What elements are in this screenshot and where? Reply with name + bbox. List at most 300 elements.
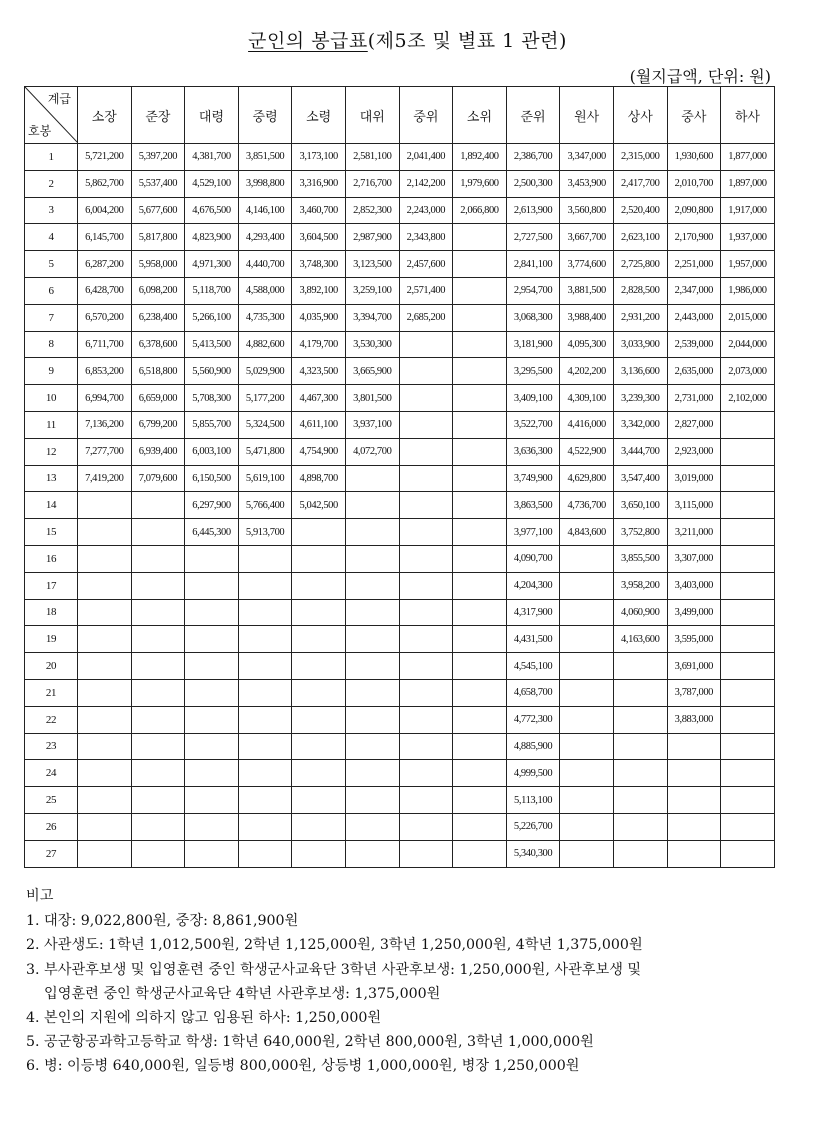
pay-cell bbox=[453, 626, 507, 653]
pay-cell bbox=[721, 599, 775, 626]
pay-cell bbox=[78, 733, 132, 760]
pay-cell: 6,004,200 bbox=[78, 197, 132, 224]
pay-cell bbox=[560, 813, 614, 840]
remarks-title: 비고 bbox=[26, 888, 54, 904]
grade-cell: 10 bbox=[25, 385, 78, 412]
table-row bbox=[25, 492, 775, 519]
pay-cell: 5,560,900 bbox=[185, 358, 239, 385]
pay-cell bbox=[613, 706, 667, 733]
pay-cell: 2,386,700 bbox=[506, 144, 560, 171]
grade-cell: 13 bbox=[25, 465, 78, 492]
pay-cell: 2,852,300 bbox=[345, 197, 399, 224]
pay-cell bbox=[721, 679, 775, 706]
pay-cell: 3,748,300 bbox=[292, 251, 346, 278]
pay-cell bbox=[453, 358, 507, 385]
pay-cell bbox=[399, 385, 453, 412]
pay-cell: 4,467,300 bbox=[292, 385, 346, 412]
pay-cell: 5,619,100 bbox=[238, 465, 292, 492]
pay-cell bbox=[399, 653, 453, 680]
pay-cell: 2,315,000 bbox=[613, 144, 667, 171]
pay-cell: 2,623,100 bbox=[613, 224, 667, 251]
pay-cell bbox=[185, 840, 239, 867]
table-row bbox=[25, 760, 775, 787]
pay-cell: 4,204,300 bbox=[506, 572, 560, 599]
pay-cell: 5,913,700 bbox=[238, 519, 292, 546]
pay-cell bbox=[185, 626, 239, 653]
pay-cell bbox=[185, 733, 239, 760]
pay-cell bbox=[613, 787, 667, 814]
grade-cell: 4 bbox=[25, 224, 78, 251]
pay-cell bbox=[345, 626, 399, 653]
pay-cell: 4,381,700 bbox=[185, 144, 239, 171]
pay-cell: 3,749,900 bbox=[506, 465, 560, 492]
table-row bbox=[25, 706, 775, 733]
pay-cell bbox=[560, 572, 614, 599]
pay-cell: 3,347,000 bbox=[560, 144, 614, 171]
grade-cell: 16 bbox=[25, 545, 78, 572]
pay-cell bbox=[238, 626, 292, 653]
pay-cell: 4,146,100 bbox=[238, 197, 292, 224]
pay-cell: 3,855,500 bbox=[613, 545, 667, 572]
pay-cell bbox=[399, 706, 453, 733]
grade-cell: 11 bbox=[25, 411, 78, 438]
pay-cell bbox=[560, 760, 614, 787]
pay-cell bbox=[345, 840, 399, 867]
pay-cell: 3,752,800 bbox=[613, 519, 667, 546]
pay-cell: 4,611,100 bbox=[292, 411, 346, 438]
table-row bbox=[25, 733, 775, 760]
pay-cell: 4,440,700 bbox=[238, 251, 292, 278]
pay-cell: 5,537,400 bbox=[131, 170, 185, 197]
pay-cell bbox=[613, 733, 667, 760]
pay-cell bbox=[185, 787, 239, 814]
pay-cell: 4,898,700 bbox=[292, 465, 346, 492]
pay-cell: 3,019,000 bbox=[667, 465, 721, 492]
pay-cell bbox=[292, 760, 346, 787]
pay-cell bbox=[78, 572, 132, 599]
grade-cell: 15 bbox=[25, 519, 78, 546]
pay-cell: 2,954,700 bbox=[506, 277, 560, 304]
pay-cell: 6,428,700 bbox=[78, 277, 132, 304]
pay-cell: 4,179,700 bbox=[292, 331, 346, 358]
table-row bbox=[25, 599, 775, 626]
pay-cell bbox=[453, 438, 507, 465]
pay-cell: 3,547,400 bbox=[613, 465, 667, 492]
pay-table bbox=[24, 86, 775, 868]
table-row bbox=[25, 679, 775, 706]
pay-cell: 4,060,900 bbox=[613, 599, 667, 626]
pay-cell bbox=[560, 679, 614, 706]
pay-cell: 2,539,000 bbox=[667, 331, 721, 358]
pay-cell bbox=[238, 545, 292, 572]
corner-grade-label: 호봉 bbox=[28, 124, 52, 138]
pay-cell: 1,979,600 bbox=[453, 170, 507, 197]
pay-cell: 3,530,300 bbox=[345, 331, 399, 358]
pay-cell: 6,799,200 bbox=[131, 411, 185, 438]
pay-cell bbox=[78, 653, 132, 680]
pay-cell: 3,691,000 bbox=[667, 653, 721, 680]
pay-cell: 3,774,600 bbox=[560, 251, 614, 278]
pay-cell bbox=[345, 572, 399, 599]
pay-cell: 5,113,100 bbox=[506, 787, 560, 814]
pay-cell: 1,957,000 bbox=[721, 251, 775, 278]
pay-cell bbox=[721, 787, 775, 814]
pay-cell: 6,570,200 bbox=[78, 304, 132, 331]
table-row bbox=[25, 653, 775, 680]
pay-cell: 3,595,000 bbox=[667, 626, 721, 653]
pay-cell bbox=[238, 840, 292, 867]
pay-cell bbox=[613, 760, 667, 787]
pay-cell: 3,667,700 bbox=[560, 224, 614, 251]
remark-item: 6. 병: 이등병 640,000원, 일등병 800,000원, 상등병 1,000,000원, 병장 1,250,000원 bbox=[26, 1058, 580, 1075]
pay-cell: 3,892,100 bbox=[292, 277, 346, 304]
pay-cell bbox=[292, 787, 346, 814]
pay-cell: 2,142,200 bbox=[399, 170, 453, 197]
pay-cell bbox=[453, 840, 507, 867]
title-main: 군인의 봉급표 bbox=[248, 30, 368, 52]
pay-cell bbox=[613, 813, 667, 840]
pay-cell: 2,635,000 bbox=[667, 358, 721, 385]
remark-item: 4. 본인의 지원에 의하지 않고 임용된 하사: 1,250,000원 bbox=[26, 1010, 382, 1027]
pay-cell bbox=[131, 733, 185, 760]
pay-cell bbox=[453, 519, 507, 546]
pay-cell: 6,939,400 bbox=[131, 438, 185, 465]
pay-cell bbox=[238, 679, 292, 706]
pay-cell: 3,173,100 bbox=[292, 144, 346, 171]
pay-cell: 7,136,200 bbox=[78, 411, 132, 438]
pay-cell bbox=[399, 599, 453, 626]
pay-cell bbox=[78, 626, 132, 653]
pay-cell bbox=[560, 599, 614, 626]
pay-cell: 2,041,400 bbox=[399, 144, 453, 171]
pay-cell bbox=[399, 572, 453, 599]
grade-cell: 7 bbox=[25, 304, 78, 331]
remark-item: 5. 공군항공과학고등학교 학생: 1학년 640,000원, 2학년 800,000원, 3학년 1,000,000원 bbox=[26, 1034, 594, 1051]
pay-cell bbox=[185, 545, 239, 572]
pay-cell: 7,419,200 bbox=[78, 465, 132, 492]
pay-cell: 3,444,700 bbox=[613, 438, 667, 465]
pay-cell bbox=[238, 787, 292, 814]
pay-cell: 6,378,600 bbox=[131, 331, 185, 358]
pay-cell bbox=[667, 760, 721, 787]
pay-cell: 3,239,300 bbox=[613, 385, 667, 412]
pay-cell bbox=[667, 733, 721, 760]
pay-cell bbox=[131, 626, 185, 653]
pay-cell: 2,073,000 bbox=[721, 358, 775, 385]
table-row bbox=[25, 170, 775, 197]
pay-cell bbox=[453, 492, 507, 519]
pay-cell: 4,772,300 bbox=[506, 706, 560, 733]
rank-header-cell: 중위 bbox=[399, 87, 453, 144]
unit-note: (월지급액, 단위: 원) bbox=[629, 67, 771, 86]
pay-cell: 4,529,100 bbox=[185, 170, 239, 197]
pay-cell: 2,931,200 bbox=[613, 304, 667, 331]
page-title bbox=[0, 26, 815, 53]
pay-cell: 6,287,200 bbox=[78, 251, 132, 278]
pay-cell: 2,828,500 bbox=[613, 277, 667, 304]
pay-cell bbox=[131, 787, 185, 814]
pay-cell: 4,823,900 bbox=[185, 224, 239, 251]
pay-cell bbox=[453, 599, 507, 626]
grade-cell: 9 bbox=[25, 358, 78, 385]
pay-cell: 2,102,000 bbox=[721, 385, 775, 412]
pay-cell: 2,581,100 bbox=[345, 144, 399, 171]
table-row bbox=[25, 358, 775, 385]
pay-cell: 3,560,800 bbox=[560, 197, 614, 224]
pay-cell: 3,881,500 bbox=[560, 277, 614, 304]
pay-cell: 2,015,000 bbox=[721, 304, 775, 331]
pay-cell: 2,841,100 bbox=[506, 251, 560, 278]
pay-cell: 4,090,700 bbox=[506, 545, 560, 572]
rank-header-cell: 중령 bbox=[238, 87, 292, 144]
remark-item: 2. 사관생도: 1학년 1,012,500원, 2학년 1,125,000원, 3학년 1,250,000원, 4학년 1,375,000원 bbox=[26, 937, 643, 954]
grade-cell: 24 bbox=[25, 760, 78, 787]
pay-cell: 4,035,900 bbox=[292, 304, 346, 331]
pay-cell: 6,145,700 bbox=[78, 224, 132, 251]
pay-cell: 3,650,100 bbox=[613, 492, 667, 519]
grade-cell: 27 bbox=[25, 840, 78, 867]
pay-cell: 3,033,900 bbox=[613, 331, 667, 358]
pay-cell bbox=[399, 840, 453, 867]
pay-cell bbox=[78, 679, 132, 706]
pay-cell bbox=[453, 465, 507, 492]
rank-header-cell: 원사 bbox=[560, 87, 614, 144]
pay-cell: 5,855,700 bbox=[185, 411, 239, 438]
pay-cell: 2,685,200 bbox=[399, 304, 453, 331]
pay-cell: 3,522,700 bbox=[506, 411, 560, 438]
pay-cell bbox=[399, 465, 453, 492]
pay-cell: 2,170,900 bbox=[667, 224, 721, 251]
pay-cell: 4,545,100 bbox=[506, 653, 560, 680]
pay-cell bbox=[185, 679, 239, 706]
pay-cell bbox=[399, 760, 453, 787]
pay-cell: 5,324,500 bbox=[238, 411, 292, 438]
table-row bbox=[25, 465, 775, 492]
pay-cell: 2,727,500 bbox=[506, 224, 560, 251]
pay-cell: 6,003,100 bbox=[185, 438, 239, 465]
pay-cell bbox=[131, 706, 185, 733]
pay-cell: 3,342,000 bbox=[613, 411, 667, 438]
pay-cell bbox=[721, 626, 775, 653]
pay-cell: 3,665,900 bbox=[345, 358, 399, 385]
pay-cell: 3,988,400 bbox=[560, 304, 614, 331]
grade-cell: 14 bbox=[25, 492, 78, 519]
pay-cell: 1,897,000 bbox=[721, 170, 775, 197]
pay-cell: 1,937,000 bbox=[721, 224, 775, 251]
grade-cell: 2 bbox=[25, 170, 78, 197]
pay-cell: 3,937,100 bbox=[345, 411, 399, 438]
pay-cell: 2,066,800 bbox=[453, 197, 507, 224]
pay-cell: 6,518,800 bbox=[131, 358, 185, 385]
pay-cell: 6,098,200 bbox=[131, 277, 185, 304]
pay-cell bbox=[185, 653, 239, 680]
pay-cell: 2,613,900 bbox=[506, 197, 560, 224]
pay-cell bbox=[721, 411, 775, 438]
pay-cell: 5,708,300 bbox=[185, 385, 239, 412]
pay-cell bbox=[292, 626, 346, 653]
pay-cell: 5,721,200 bbox=[78, 144, 132, 171]
pay-cell bbox=[453, 813, 507, 840]
pay-cell: 5,118,700 bbox=[185, 277, 239, 304]
pay-cell: 3,863,500 bbox=[506, 492, 560, 519]
pay-cell: 4,658,700 bbox=[506, 679, 560, 706]
pay-cell bbox=[399, 492, 453, 519]
pay-cell bbox=[78, 519, 132, 546]
pay-cell bbox=[131, 679, 185, 706]
remark-item: 3. 부사관후보생 및 입영훈련 중인 학생군사교육단 3학년 사관후보생: 1,250,000원, 사관후보생 및 bbox=[26, 961, 642, 978]
pay-cell: 3,136,600 bbox=[613, 358, 667, 385]
pay-cell bbox=[131, 653, 185, 680]
pay-cell: 5,226,700 bbox=[506, 813, 560, 840]
pay-cell bbox=[721, 813, 775, 840]
pay-cell: 4,882,600 bbox=[238, 331, 292, 358]
pay-cell: 3,636,300 bbox=[506, 438, 560, 465]
pay-cell bbox=[399, 331, 453, 358]
pay-cell bbox=[453, 653, 507, 680]
pay-cell bbox=[560, 653, 614, 680]
pay-cell: 2,457,600 bbox=[399, 251, 453, 278]
grade-cell: 12 bbox=[25, 438, 78, 465]
pay-cell bbox=[185, 599, 239, 626]
pay-cell: 4,735,300 bbox=[238, 304, 292, 331]
pay-cell: 4,309,100 bbox=[560, 385, 614, 412]
pay-cell bbox=[238, 813, 292, 840]
grade-cell: 3 bbox=[25, 197, 78, 224]
pay-cell bbox=[613, 840, 667, 867]
pay-cell bbox=[613, 679, 667, 706]
pay-cell: 4,416,000 bbox=[560, 411, 614, 438]
pay-cell bbox=[185, 760, 239, 787]
table-row bbox=[25, 385, 775, 412]
pay-cell: 5,677,600 bbox=[131, 197, 185, 224]
pay-cell bbox=[453, 224, 507, 251]
pay-cell bbox=[399, 358, 453, 385]
pay-cell bbox=[721, 492, 775, 519]
pay-cell: 6,150,500 bbox=[185, 465, 239, 492]
grade-cell: 26 bbox=[25, 813, 78, 840]
pay-cell: 4,163,600 bbox=[613, 626, 667, 653]
pay-cell bbox=[721, 706, 775, 733]
pay-cell: 4,202,200 bbox=[560, 358, 614, 385]
pay-cell bbox=[238, 760, 292, 787]
pay-cell bbox=[131, 599, 185, 626]
pay-cell bbox=[721, 545, 775, 572]
pay-cell: 3,499,000 bbox=[667, 599, 721, 626]
pay-cell: 5,340,300 bbox=[506, 840, 560, 867]
grade-cell: 21 bbox=[25, 679, 78, 706]
pay-cell bbox=[292, 706, 346, 733]
pay-cell bbox=[292, 679, 346, 706]
pay-cell: 2,010,700 bbox=[667, 170, 721, 197]
pay-cell bbox=[453, 277, 507, 304]
grade-cell: 18 bbox=[25, 599, 78, 626]
pay-cell bbox=[238, 733, 292, 760]
grade-cell: 20 bbox=[25, 653, 78, 680]
pay-cell: 4,588,000 bbox=[238, 277, 292, 304]
pay-cell bbox=[345, 599, 399, 626]
pay-cell bbox=[345, 653, 399, 680]
pay-cell bbox=[453, 572, 507, 599]
pay-cell: 3,307,000 bbox=[667, 545, 721, 572]
pay-cell: 5,766,400 bbox=[238, 492, 292, 519]
pay-cell: 3,851,500 bbox=[238, 144, 292, 171]
pay-cell bbox=[78, 492, 132, 519]
table-row bbox=[25, 545, 775, 572]
pay-cell bbox=[185, 813, 239, 840]
pay-cell: 2,923,000 bbox=[667, 438, 721, 465]
pay-cell bbox=[399, 813, 453, 840]
pay-cell bbox=[292, 653, 346, 680]
pay-cell: 2,725,800 bbox=[613, 251, 667, 278]
table-row bbox=[25, 304, 775, 331]
pay-cell bbox=[185, 706, 239, 733]
pay-cell bbox=[345, 706, 399, 733]
pay-cell bbox=[399, 733, 453, 760]
pay-cell bbox=[399, 787, 453, 814]
pay-cell bbox=[721, 572, 775, 599]
table-row bbox=[25, 813, 775, 840]
title-reference: (제5조 및 별표 1 관련) bbox=[367, 30, 567, 52]
table-row bbox=[25, 438, 775, 465]
pay-cell: 7,079,600 bbox=[131, 465, 185, 492]
pay-cell bbox=[345, 733, 399, 760]
pay-cell bbox=[453, 385, 507, 412]
rank-header-cell: 하사 bbox=[721, 87, 775, 144]
pay-cell bbox=[453, 706, 507, 733]
pay-cell bbox=[721, 653, 775, 680]
pay-cell: 5,042,500 bbox=[292, 492, 346, 519]
pay-cell: 3,295,500 bbox=[506, 358, 560, 385]
table-row bbox=[25, 840, 775, 867]
pay-cell: 4,971,300 bbox=[185, 251, 239, 278]
pay-cell: 6,445,300 bbox=[185, 519, 239, 546]
pay-cell bbox=[667, 787, 721, 814]
pay-cell bbox=[292, 519, 346, 546]
pay-cell: 3,181,900 bbox=[506, 331, 560, 358]
pay-cell: 5,958,000 bbox=[131, 251, 185, 278]
pay-cell bbox=[453, 304, 507, 331]
pay-cell bbox=[453, 331, 507, 358]
pay-cell bbox=[721, 840, 775, 867]
table-body bbox=[25, 144, 775, 868]
pay-cell bbox=[131, 840, 185, 867]
pay-cell bbox=[453, 760, 507, 787]
pay-cell bbox=[238, 706, 292, 733]
pay-cell bbox=[345, 787, 399, 814]
pay-cell: 5,177,200 bbox=[238, 385, 292, 412]
pay-cell bbox=[560, 545, 614, 572]
rank-header-cell: 소위 bbox=[453, 87, 507, 144]
pay-cell: 4,431,500 bbox=[506, 626, 560, 653]
rank-header-cell: 상사 bbox=[613, 87, 667, 144]
pay-cell: 7,277,700 bbox=[78, 438, 132, 465]
pay-cell bbox=[667, 813, 721, 840]
pay-cell: 5,413,500 bbox=[185, 331, 239, 358]
pay-cell bbox=[292, 840, 346, 867]
pay-cell bbox=[453, 251, 507, 278]
pay-cell bbox=[131, 545, 185, 572]
pay-cell: 1,892,400 bbox=[453, 144, 507, 171]
pay-cell bbox=[560, 733, 614, 760]
pay-cell bbox=[131, 492, 185, 519]
pay-cell bbox=[345, 679, 399, 706]
pay-cell bbox=[721, 519, 775, 546]
grade-cell: 23 bbox=[25, 733, 78, 760]
pay-cell: 3,115,000 bbox=[667, 492, 721, 519]
pay-cell: 3,460,700 bbox=[292, 197, 346, 224]
remarks-section bbox=[26, 884, 806, 1079]
pay-cell bbox=[238, 572, 292, 599]
